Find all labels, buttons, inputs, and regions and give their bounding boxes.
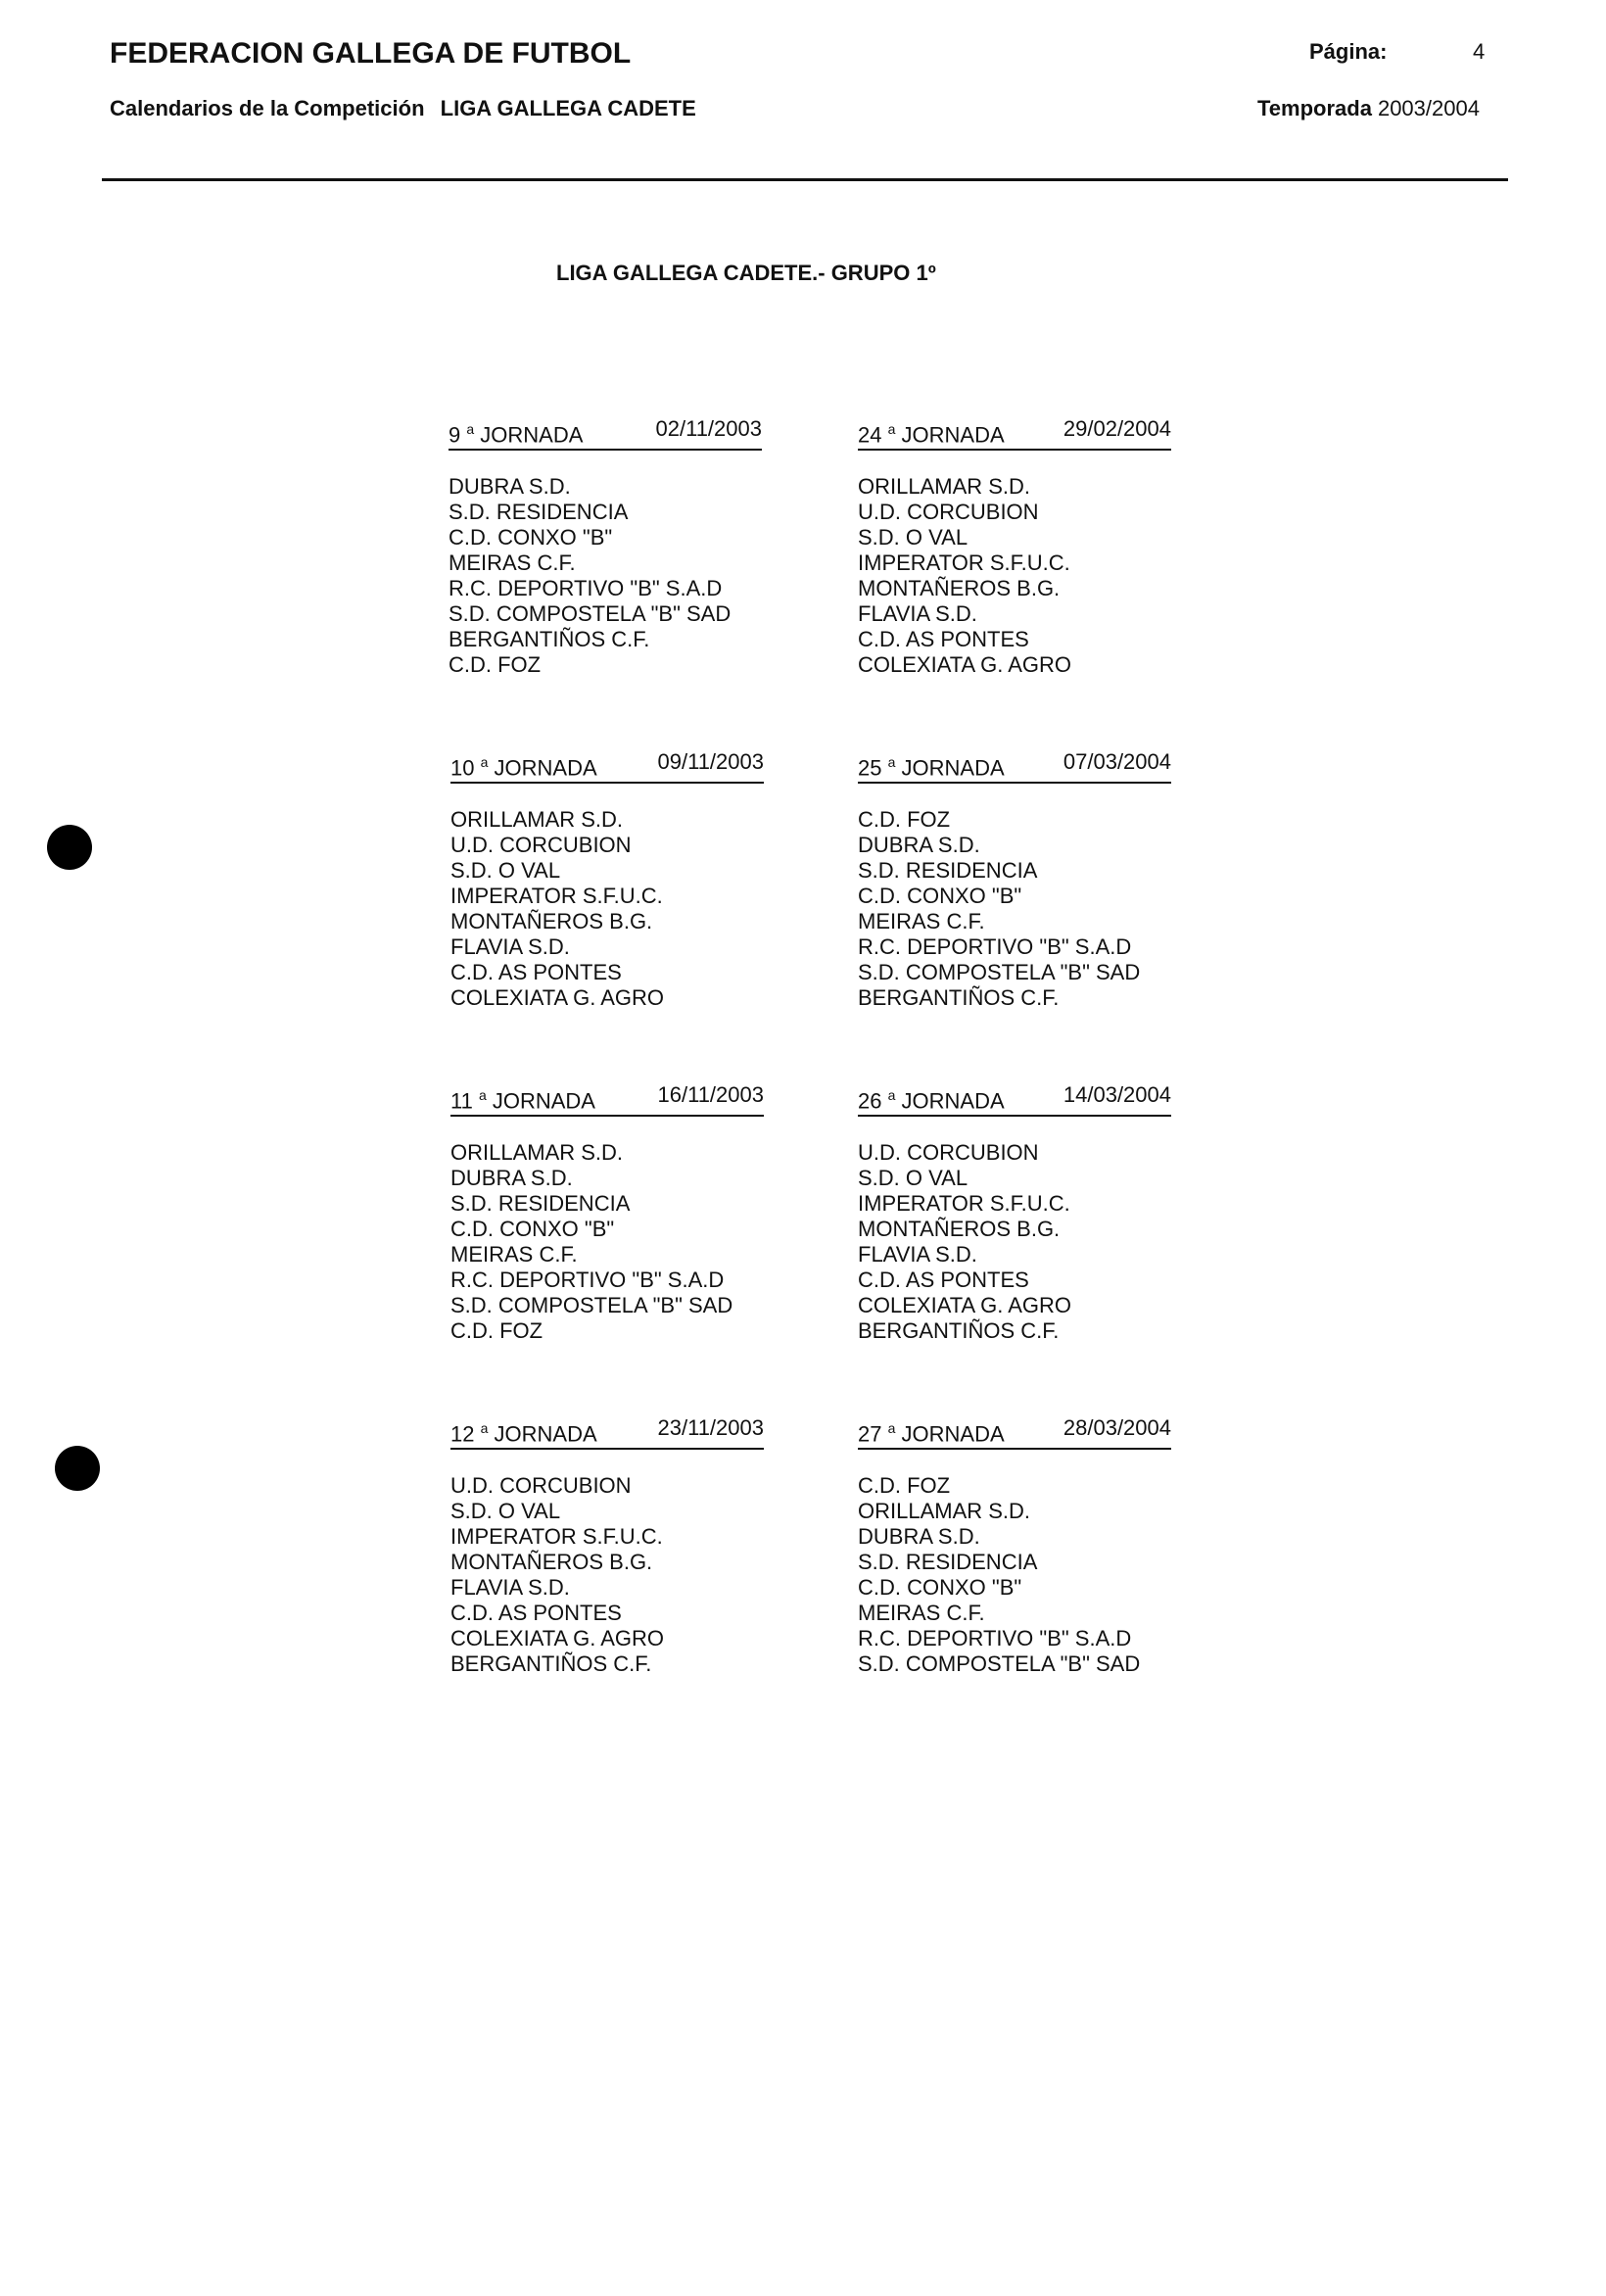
jornada-header <box>858 748 1171 784</box>
jornada-word: JORNADA <box>486 1088 595 1114</box>
jornada-number: 25 <box>858 755 888 781</box>
jornada-date: 07/03/2004 <box>1063 749 1171 774</box>
team-name: C.D. CONXO "B" <box>858 884 1022 909</box>
jornada-date: 16/11/2003 <box>657 1082 764 1107</box>
team-name: MONTAÑEROS B.G. <box>450 1550 653 1575</box>
jornada-date: 29/02/2004 <box>1063 416 1171 441</box>
jornada-number: 26 <box>858 1088 888 1114</box>
team-name: C.D. CONXO "B" <box>449 525 613 550</box>
team-name: U.D. CORCUBION <box>450 1473 632 1499</box>
subtitle <box>110 96 696 121</box>
team-name: C.D. FOZ <box>858 1473 951 1499</box>
team-name: R.C. DEPORTIVO "B" S.A.D <box>858 1626 1132 1651</box>
jornada-date: 28/03/2004 <box>1063 1415 1171 1440</box>
jornada-word: JORNADA <box>488 755 597 781</box>
team-name: R.C. DEPORTIVO "B" S.A.D <box>858 934 1132 960</box>
jornada-word: JORNADA <box>895 1421 1005 1447</box>
team-name: MEIRAS C.F. <box>449 550 576 576</box>
ordinal-mark: a <box>887 421 896 437</box>
group-title: LIGA GALLEGA CADETE.- GRUPO 1º <box>556 261 936 285</box>
competition-name: LIGA GALLEGA CADETE <box>440 96 696 120</box>
jornada-word: JORNADA <box>474 422 584 448</box>
jornada-block <box>450 1414 764 1677</box>
jornada-header <box>450 748 764 784</box>
team-name: MONTAÑEROS B.G. <box>858 1217 1061 1242</box>
jornada-label <box>450 1081 595 1115</box>
team-list <box>450 807 764 1011</box>
jornada-block <box>450 748 764 1011</box>
jornada-header <box>858 1414 1171 1450</box>
ordinal-mark: a <box>887 754 896 770</box>
team-name: C.D. AS PONTES <box>858 627 1029 652</box>
team-name: DUBRA S.D. <box>450 1166 573 1191</box>
ordinal-mark: a <box>480 1420 489 1436</box>
jornada-date: 02/11/2003 <box>655 416 762 441</box>
season-label: Temporada <box>1257 96 1372 120</box>
header-rule <box>102 178 1508 181</box>
team-list <box>450 1473 764 1677</box>
team-name: ORILLAMAR S.D. <box>450 1140 624 1166</box>
team-name: C.D. AS PONTES <box>450 1601 622 1626</box>
team-name: S.D. O VAL <box>450 1499 561 1524</box>
jornada-number: 11 <box>450 1088 479 1114</box>
team-name: R.C. DEPORTIVO "B" S.A.D <box>449 576 723 601</box>
jornada-date: 14/03/2004 <box>1063 1082 1171 1107</box>
jornada-label <box>858 1081 1005 1115</box>
punch-hole-top <box>47 825 92 870</box>
team-name: FLAVIA S.D. <box>450 1575 570 1601</box>
team-name: S.D. O VAL <box>858 525 968 550</box>
team-name: S.D. COMPOSTELA "B" SAD <box>858 1651 1141 1677</box>
jornada-block <box>449 415 762 678</box>
team-name: IMPERATOR S.F.U.C. <box>450 884 663 909</box>
team-name: COLEXIATA G. AGRO <box>858 1293 1072 1318</box>
team-name: C.D. CONXO "B" <box>858 1575 1022 1601</box>
team-name: FLAVIA S.D. <box>450 934 570 960</box>
team-name: S.D. O VAL <box>450 858 561 884</box>
jornada-number: 12 <box>450 1421 481 1447</box>
team-name: MEIRAS C.F. <box>858 909 985 934</box>
team-name: IMPERATOR S.F.U.C. <box>450 1524 663 1550</box>
jornada-word: JORNADA <box>488 1421 597 1447</box>
team-list <box>858 1473 1171 1677</box>
subtitle-prefix: Calendarios de la Competición <box>110 96 425 120</box>
jornada-block <box>858 1081 1171 1344</box>
team-name: C.D. CONXO "B" <box>450 1217 615 1242</box>
team-name: S.D. RESIDENCIA <box>858 1550 1038 1575</box>
team-name: DUBRA S.D. <box>858 1524 980 1550</box>
team-list <box>449 474 762 678</box>
team-name: COLEXIATA G. AGRO <box>858 652 1072 678</box>
ordinal-mark: a <box>887 1087 896 1103</box>
ordinal-mark: a <box>887 1420 896 1436</box>
jornada-block <box>858 748 1171 1011</box>
team-name: IMPERATOR S.F.U.C. <box>858 550 1070 576</box>
page-label: Página: <box>1309 39 1388 64</box>
team-name: MONTAÑEROS B.G. <box>450 909 653 934</box>
jornada-word: JORNADA <box>895 755 1005 781</box>
jornada-label <box>858 748 1005 782</box>
team-name: MEIRAS C.F. <box>450 1242 578 1268</box>
team-name: S.D. COMPOSTELA "B" SAD <box>858 960 1141 985</box>
jornada-number: 9 <box>449 422 467 448</box>
team-name: BERGANTIÑOS C.F. <box>449 627 650 652</box>
jornada-number: 24 <box>858 422 888 448</box>
team-name: MEIRAS C.F. <box>858 1601 985 1626</box>
team-name: IMPERATOR S.F.U.C. <box>858 1191 1070 1217</box>
team-name: R.C. DEPORTIVO "B" S.A.D <box>450 1268 725 1293</box>
team-name: DUBRA S.D. <box>449 474 571 500</box>
jornada-number: 10 <box>450 755 481 781</box>
jornada-header <box>858 1081 1171 1117</box>
jornada-block <box>450 1081 764 1344</box>
punch-hole-bottom <box>55 1446 100 1491</box>
team-name: S.D. RESIDENCIA <box>858 858 1038 884</box>
team-list <box>858 474 1171 678</box>
ordinal-mark: a <box>466 421 475 437</box>
season-value: 2003/2004 <box>1377 96 1480 120</box>
jornada-word: JORNADA <box>895 1088 1005 1114</box>
jornada-label <box>450 748 597 782</box>
jornada-label <box>858 1414 1005 1448</box>
team-name: S.D. RESIDENCIA <box>449 500 629 525</box>
jornada-header <box>450 1414 764 1450</box>
jornada-date: 09/11/2003 <box>657 749 764 774</box>
page-number: 4 <box>1473 39 1486 64</box>
team-name: S.D. COMPOSTELA "B" SAD <box>450 1293 733 1318</box>
ordinal-mark: a <box>478 1087 487 1103</box>
team-list <box>450 1140 764 1344</box>
team-name: U.D. CORCUBION <box>450 833 632 858</box>
jornada-label <box>858 415 1005 449</box>
team-list <box>858 807 1171 1011</box>
jornada-label <box>449 415 583 449</box>
team-name: S.D. COMPOSTELA "B" SAD <box>449 601 732 627</box>
team-name: ORILLAMAR S.D. <box>450 807 624 833</box>
jornada-label <box>450 1414 597 1448</box>
team-name: FLAVIA S.D. <box>858 601 977 627</box>
jornada-header <box>450 1081 764 1117</box>
team-list <box>858 1140 1171 1344</box>
team-name: MONTAÑEROS B.G. <box>858 576 1061 601</box>
jornada-word: JORNADA <box>895 422 1005 448</box>
jornada-block <box>858 415 1171 678</box>
team-name: BERGANTIÑOS C.F. <box>450 1651 652 1677</box>
team-name: C.D. AS PONTES <box>450 960 622 985</box>
team-name: C.D. FOZ <box>450 1318 543 1344</box>
team-name: C.D. FOZ <box>858 807 951 833</box>
team-name: U.D. CORCUBION <box>858 500 1039 525</box>
ordinal-mark: a <box>480 754 489 770</box>
team-name: ORILLAMAR S.D. <box>858 474 1031 500</box>
team-name: S.D. RESIDENCIA <box>450 1191 631 1217</box>
team-name: DUBRA S.D. <box>858 833 980 858</box>
team-name: U.D. CORCUBION <box>858 1140 1039 1166</box>
team-name: FLAVIA S.D. <box>858 1242 977 1268</box>
team-name: C.D. AS PONTES <box>858 1268 1029 1293</box>
team-name: BERGANTIÑOS C.F. <box>858 1318 1060 1344</box>
team-name: COLEXIATA G. AGRO <box>450 985 665 1011</box>
jornada-block <box>858 1414 1171 1677</box>
org-title: FEDERACION GALLEGA DE FUTBOL <box>110 37 632 70</box>
season <box>1257 96 1480 121</box>
team-name: S.D. O VAL <box>858 1166 968 1191</box>
team-name: COLEXIATA G. AGRO <box>450 1626 665 1651</box>
jornada-header <box>449 415 762 451</box>
team-name: C.D. FOZ <box>449 652 542 678</box>
jornada-date: 23/11/2003 <box>657 1415 764 1440</box>
jornada-header <box>858 415 1171 451</box>
team-name: ORILLAMAR S.D. <box>858 1499 1031 1524</box>
team-name: BERGANTIÑOS C.F. <box>858 985 1060 1011</box>
jornada-number: 27 <box>858 1421 888 1447</box>
